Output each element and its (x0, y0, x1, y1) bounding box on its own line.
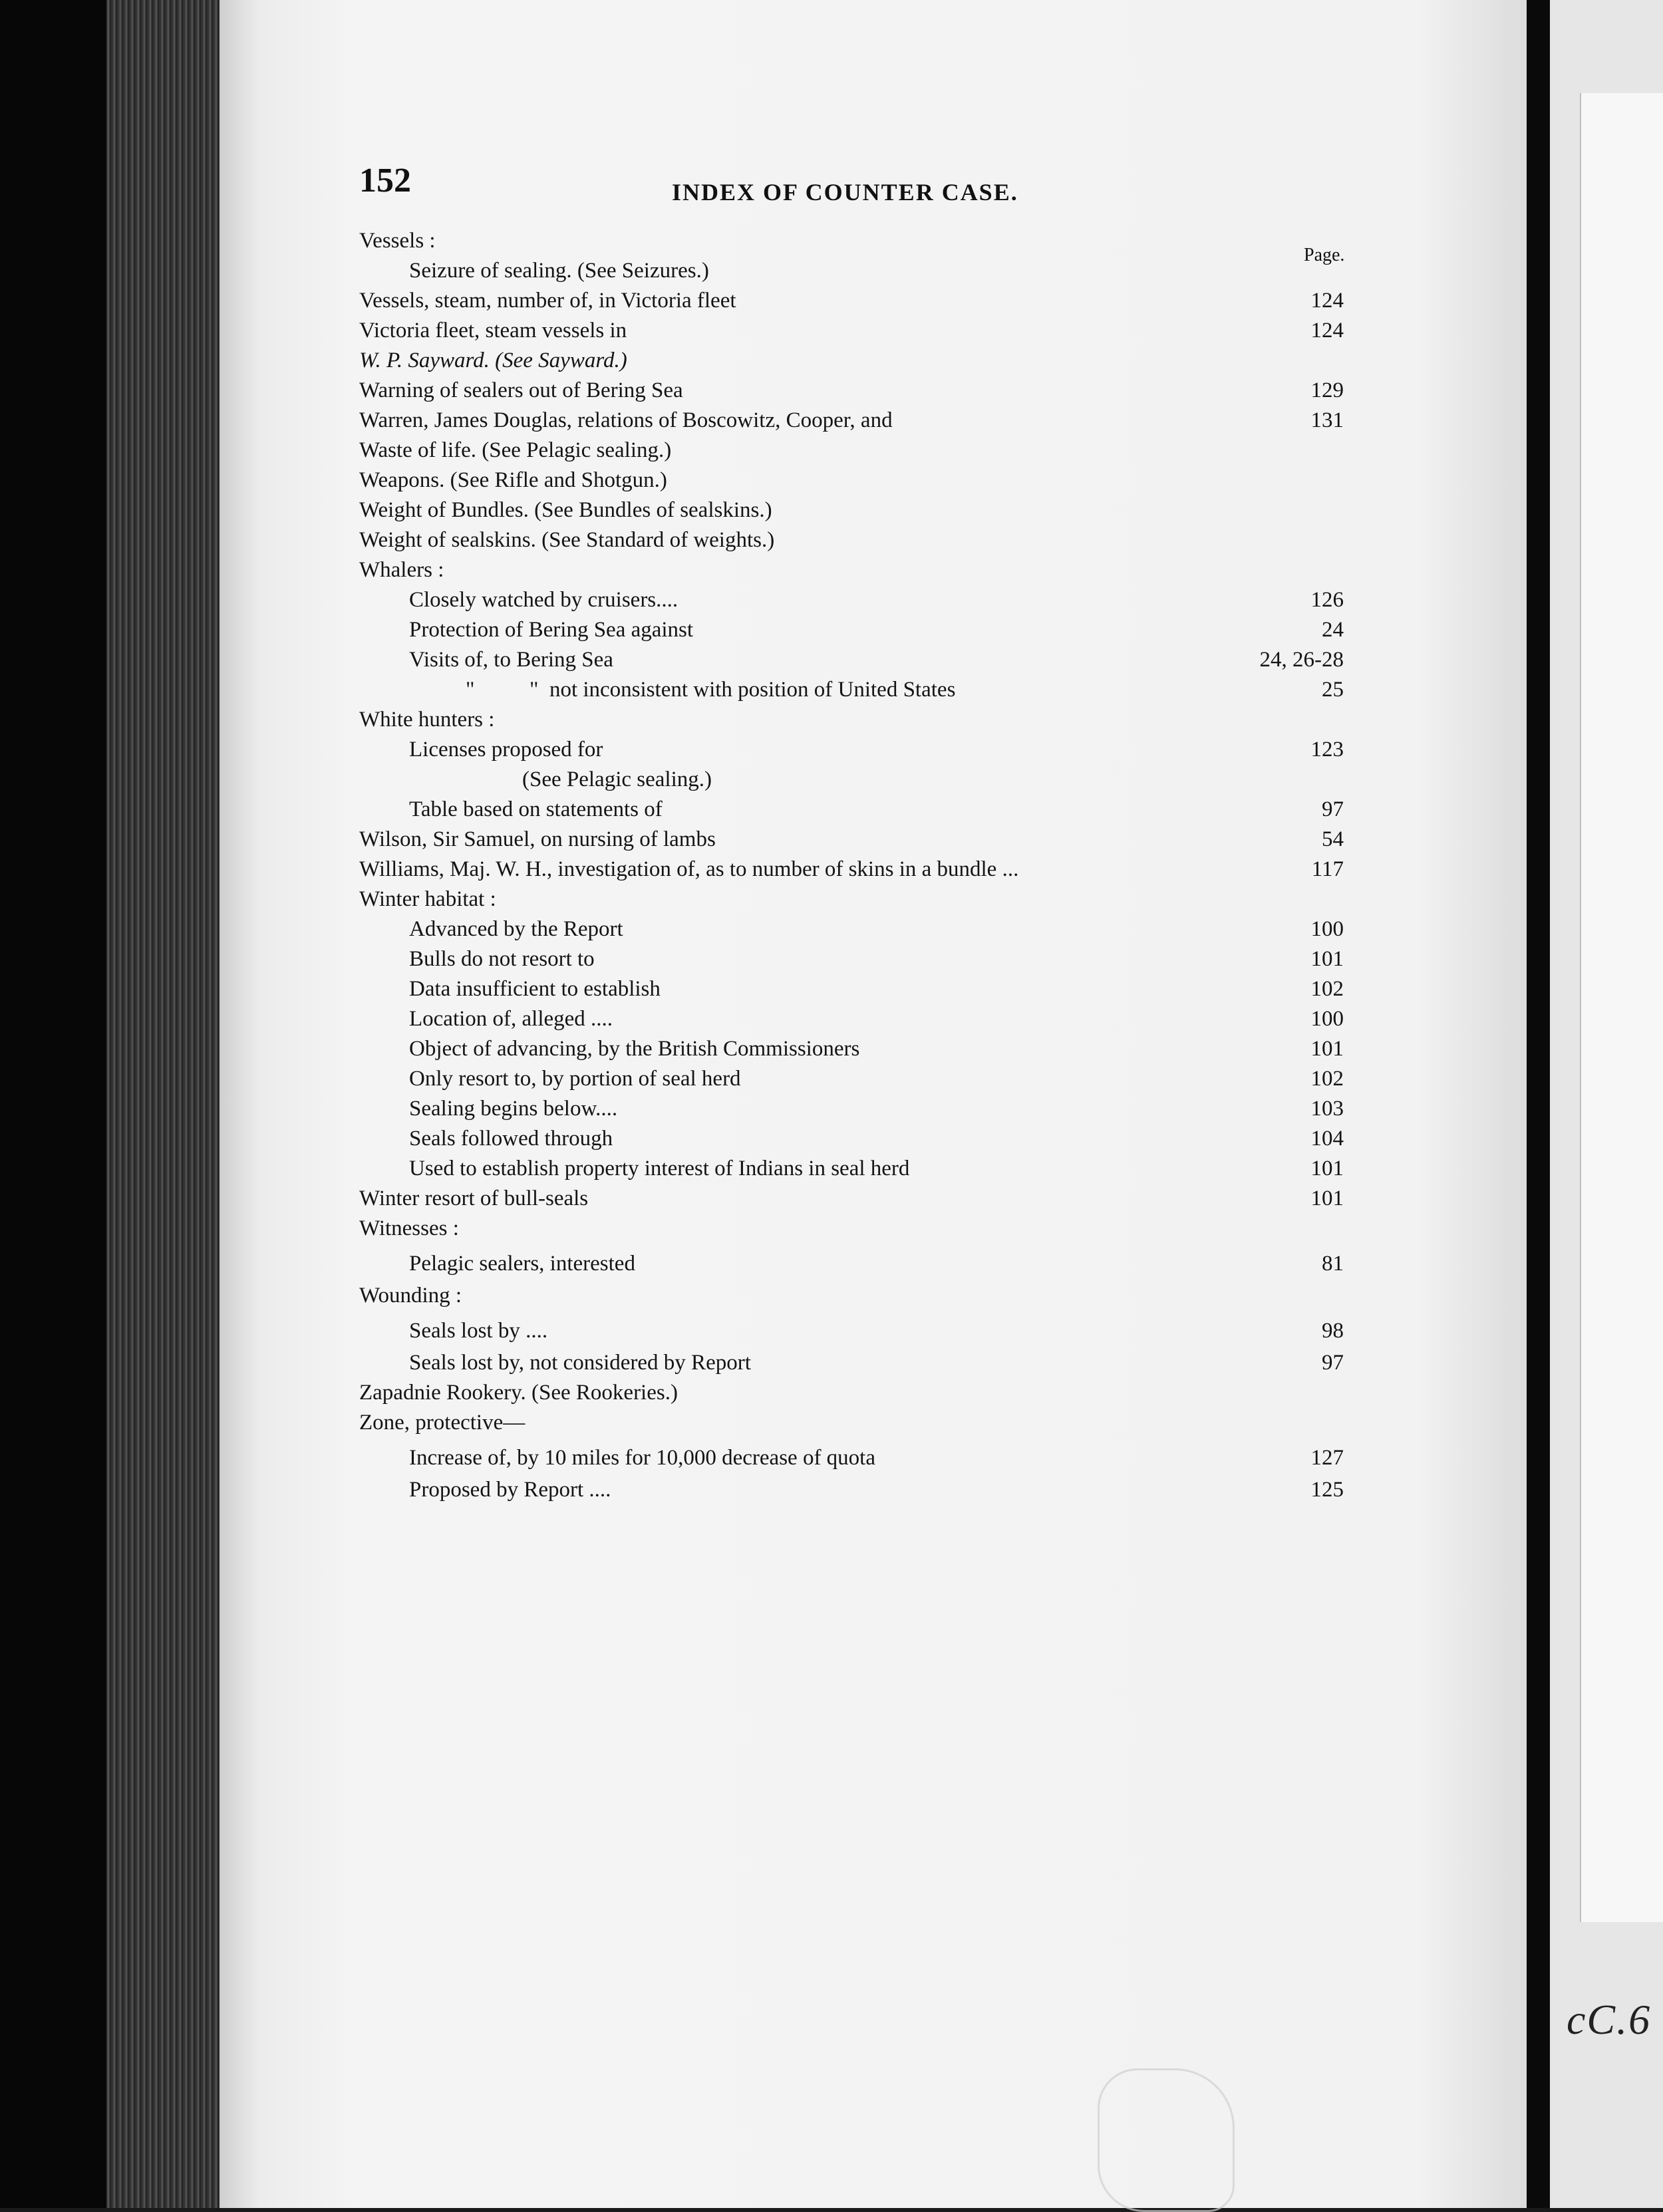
entry-text: Winter habitat : (359, 887, 496, 911)
index-entry (359, 1378, 1344, 1408)
index-entry (359, 825, 1344, 855)
index-entry (359, 1004, 1344, 1034)
entry-page: 24, 26-28 (1259, 648, 1344, 672)
entry-text: Waste of life. (See Pelagic sealing.) (359, 438, 672, 462)
page-column-label: Page. (1304, 245, 1345, 265)
entry-page: 123 (1310, 738, 1344, 761)
entry-text: Object of advancing, by the British Commissioners (409, 1037, 860, 1061)
entry-text: Closely watched by cruisers.... (409, 588, 679, 612)
index-entry (359, 495, 1344, 525)
entry-text: Sealing begins below.... (409, 1097, 618, 1121)
entry-page: 127 (1310, 1446, 1344, 1470)
index-entry (359, 226, 1344, 256)
index-entry (359, 1438, 1344, 1475)
entry-page: 24 (1322, 618, 1344, 642)
index-entry (359, 555, 1344, 585)
index-entry (359, 615, 1344, 645)
entry-page: 102 (1310, 977, 1344, 1001)
entry-text: Protection of Bering Sea against (409, 618, 694, 642)
entry-text: Data insufficient to establish (409, 977, 661, 1001)
entry-text: Wilson, Sir Samuel, on nursing of lambs (359, 827, 716, 851)
index-entries (359, 226, 1344, 1505)
index-entry (359, 1311, 1344, 1348)
entry-text: Witnesses : (359, 1216, 459, 1240)
entry-text: Winter resort of bull-seals (359, 1186, 589, 1210)
index-entry (359, 914, 1344, 944)
entry-text: Seals followed through (409, 1127, 613, 1151)
entry-text: Advanced by the Report (409, 917, 623, 941)
entry-text: Proposed by Report .... (409, 1478, 611, 1502)
scan-black-edge (0, 0, 106, 2208)
index-entry (359, 1124, 1344, 1154)
entry-text: Seizure of sealing. (See Seizures.) (409, 259, 709, 283)
page-number: 152 (359, 162, 411, 200)
entry-text: Whalers : (359, 558, 444, 582)
index-entry (359, 1184, 1344, 1214)
entry-page: 81 (1322, 1252, 1344, 1276)
entry-text: Seals lost by, not considered by Report (409, 1351, 751, 1375)
entry-text: Vessels : (359, 229, 436, 253)
entry-page: 98 (1322, 1319, 1344, 1343)
entry-text: Victoria fleet, steam vessels in (359, 319, 627, 343)
entry-page: 97 (1322, 1351, 1344, 1375)
index-entry (359, 974, 1344, 1004)
index-entry (359, 1064, 1344, 1094)
index-entry (359, 256, 1344, 286)
entry-page: 100 (1310, 1007, 1344, 1031)
entry-text: " " not inconsistent with position of United States (466, 678, 956, 702)
index-entry (359, 1214, 1344, 1244)
entry-text: Weight of sealskins. (See Standard of weights.) (359, 528, 775, 552)
entry-page: 101 (1310, 1157, 1344, 1180)
entry-page: 97 (1322, 797, 1344, 821)
index-entry (359, 1281, 1344, 1311)
entry-text: Zone, protective— (359, 1411, 526, 1435)
entry-page: 25 (1322, 678, 1344, 702)
entry-text: Wounding : (359, 1284, 462, 1308)
entry-text: Zapadnie Rookery. (See Rookeries.) (359, 1381, 678, 1405)
entry-text: Warren, James Douglas, relations of Boscowitz, Cooper, and (359, 408, 893, 432)
index-entry (359, 765, 1344, 795)
facing-page (1550, 0, 1663, 2208)
entry-page: 101 (1310, 947, 1344, 971)
index-entry (359, 944, 1344, 974)
entry-text: Location of, alleged .... (409, 1007, 613, 1031)
index-entry (359, 645, 1344, 675)
index-entry (359, 346, 1344, 376)
entry-page: 54 (1322, 827, 1344, 851)
entry-text: (See Pelagic sealing.) (522, 767, 712, 791)
index-entry (359, 316, 1344, 346)
entry-text: Vessels, steam, number of, in Victoria fleet (359, 289, 736, 313)
entry-text: Increase of, by 10 miles for 10,000 decrease of quota (409, 1446, 875, 1470)
running-head: INDEX OF COUNTER CASE. (672, 179, 1018, 206)
index-entry (359, 1408, 1344, 1438)
entry-text: Table based on statements of (409, 797, 663, 821)
entry-page: 117 (1311, 857, 1344, 881)
entry-page: 103 (1310, 1097, 1344, 1121)
faint-pencil-mark (1098, 2068, 1235, 2212)
index-entry (359, 436, 1344, 466)
entry-text: Only resort to, by portion of seal herd (409, 1067, 741, 1091)
index-entry (359, 855, 1344, 885)
index-entry (359, 735, 1344, 765)
book-gutter (1527, 0, 1550, 2208)
index-entry (359, 466, 1344, 495)
entry-page: 124 (1310, 319, 1344, 343)
index-entry (359, 1034, 1344, 1064)
entry-text: Used to establish property interest of Indians in seal herd (409, 1157, 910, 1180)
entry-text: Warning of sealers out of Bering Sea (359, 378, 683, 402)
entry-text: White hunters : (359, 708, 495, 732)
entry-page: 102 (1310, 1067, 1344, 1091)
entry-page: 124 (1310, 289, 1344, 313)
page-stack-edges (106, 0, 220, 2208)
index-entry (359, 675, 1344, 705)
index-entry (359, 795, 1344, 825)
index-entry (359, 1094, 1344, 1124)
index-entry (359, 376, 1344, 406)
entry-text: W. P. Sayward. (See Sayward.) (359, 348, 627, 372)
index-entry (359, 585, 1344, 615)
handwritten-margin-note: cC.6 (1567, 1996, 1652, 2043)
entry-text: Pelagic sealers, interested (409, 1252, 635, 1276)
entry-page: 101 (1310, 1186, 1344, 1210)
entry-text: Williams, Maj. W. H., investigation of, as to number of skins in a bundle ... (359, 857, 1019, 881)
index-entry (359, 525, 1344, 555)
entry-page: 100 (1310, 917, 1344, 941)
entry-text: Weapons. (See Rifle and Shotgun.) (359, 468, 667, 492)
index-entry (359, 705, 1344, 735)
entry-text: Seals lost by .... (409, 1319, 548, 1343)
entry-page: 125 (1310, 1478, 1344, 1502)
index-entry (359, 885, 1344, 914)
entry-text: Visits of, to Bering Sea (409, 648, 613, 672)
index-entry (359, 1348, 1344, 1378)
entry-page: 131 (1310, 408, 1344, 432)
index-entry (359, 1244, 1344, 1281)
entry-page: 101 (1310, 1037, 1344, 1061)
index-entry (359, 1154, 1344, 1184)
entry-text: Weight of Bundles. (See Bundles of sealskins.) (359, 498, 772, 522)
index-entry (359, 1475, 1344, 1505)
index-entry (359, 286, 1344, 316)
entry-text: Licenses proposed for (409, 738, 603, 761)
entry-page: 126 (1310, 588, 1344, 612)
entry-text: Bulls do not resort to (409, 947, 595, 971)
entry-page: 104 (1310, 1127, 1344, 1151)
entry-page: 129 (1310, 378, 1344, 402)
facing-page-insert (1580, 93, 1663, 1922)
index-entry (359, 406, 1344, 436)
